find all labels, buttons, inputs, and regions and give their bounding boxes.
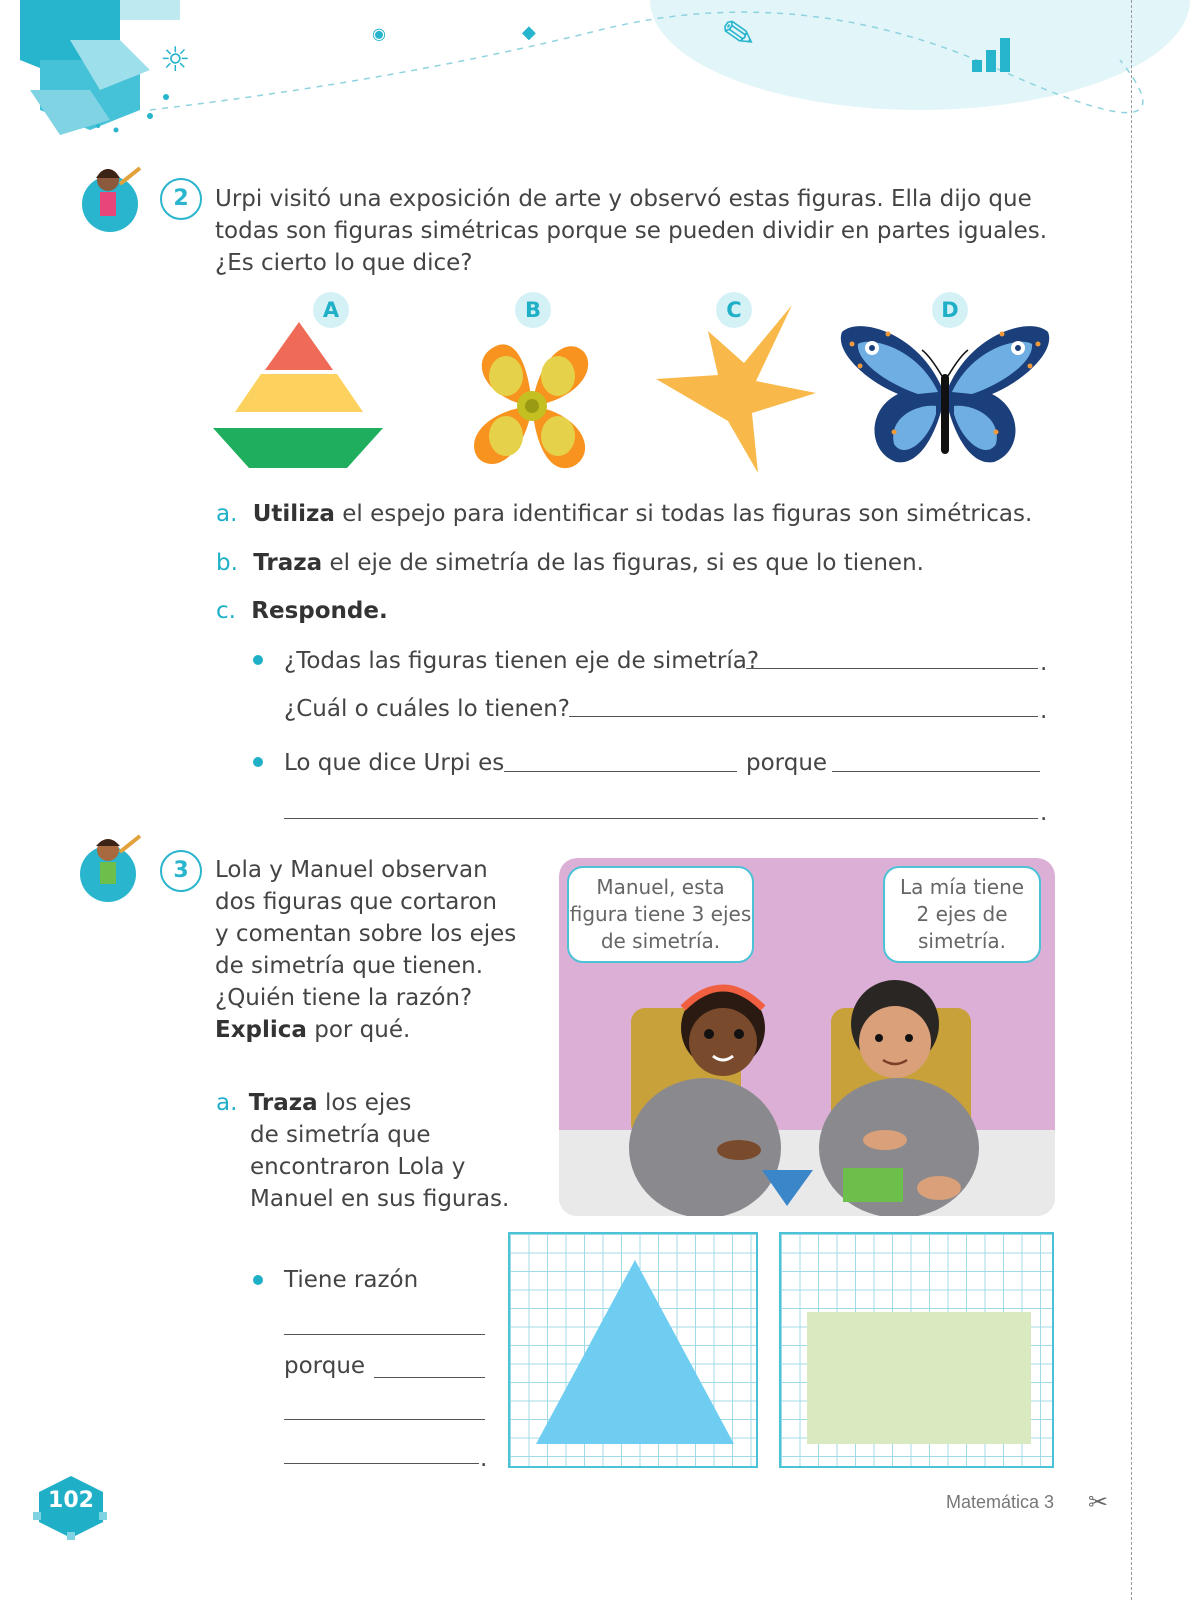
explica-text: por qué. <box>306 1017 411 1043</box>
prompt-line: de simetría que tienen. <box>215 953 484 979</box>
figure-a-pyramid <box>213 322 383 472</box>
item-text: Manuel en sus figuras. <box>250 1186 510 1212</box>
rectangle-shape <box>781 1234 1054 1468</box>
boy-avatar <box>78 832 148 904</box>
answer-line[interactable] <box>746 668 1038 669</box>
period: . <box>1040 800 1048 826</box>
triangle-shape <box>510 1234 758 1468</box>
item-2c <box>216 595 388 627</box>
item-letter: c. <box>216 598 236 624</box>
bullet <box>253 1275 263 1285</box>
item-verb: Traza <box>248 1090 318 1116</box>
figure-c-star <box>656 303 818 475</box>
cut-line <box>1131 0 1132 1600</box>
item-text: el espejo para identificar si todas las figuras son simétricas. <box>334 501 1033 527</box>
period: . <box>1040 650 1048 676</box>
bubble-line: La mía tiene <box>899 875 1025 899</box>
prompt-line: ¿Es cierto lo que dice? <box>215 250 473 276</box>
period: . <box>480 1446 488 1472</box>
prompt-line: dos figuras que cortaron <box>215 889 497 915</box>
speech-bubble-manuel <box>883 866 1041 963</box>
exercise-number-2: 2 <box>160 178 202 220</box>
figure-label-b: B <box>515 292 551 328</box>
bar-chart-icon <box>972 38 1018 72</box>
answer-line[interactable] <box>504 771 737 772</box>
prompt-line: todas son figuras simétricas porque se pueden dividir en partes iguales. <box>215 218 1048 244</box>
bubble-line: de simetría. <box>600 929 721 953</box>
question-urpi-says: Lo que dice Urpi es <box>284 750 505 776</box>
speech-bubble-lola <box>567 866 754 963</box>
grid-rectangle[interactable] <box>779 1232 1054 1468</box>
prompt-line: Lola y Manuel observan <box>215 857 488 883</box>
bullet <box>253 757 263 767</box>
item-2a <box>216 498 1032 530</box>
cube-icon: ◆ <box>522 22 536 43</box>
dot-icon: ◉ <box>372 24 386 43</box>
exercise-3-prompt <box>215 854 516 1046</box>
lightbulb-icon: ☼ <box>160 40 191 80</box>
answer-line[interactable] <box>284 818 1038 819</box>
item-letter: a. <box>216 1090 238 1116</box>
explica-verb: Explica <box>215 1017 307 1043</box>
figure-d-butterfly <box>838 322 1052 466</box>
item-letter: b. <box>216 550 238 576</box>
item-verb: Utiliza <box>252 501 335 527</box>
item-2b <box>216 547 924 579</box>
figure-label-a: A <box>313 292 349 328</box>
prompt-line: ¿Quién tiene la razón? <box>215 985 473 1011</box>
prompt-line: y comentan sobre los ejes <box>215 921 517 947</box>
item-verb: Traza <box>253 550 323 576</box>
answer-line[interactable] <box>569 716 1038 717</box>
bubble-line: 2 ejes de <box>916 902 1008 926</box>
bubble-line: simetría. <box>918 929 1006 953</box>
exercise-number-3: 3 <box>160 850 202 892</box>
grid-triangle[interactable] <box>508 1232 758 1468</box>
exercise-2-prompt <box>215 183 1047 279</box>
question-which-have-axis: ¿Cuál o cuáles lo tienen? <box>284 696 571 722</box>
answer-line[interactable] <box>284 1463 479 1464</box>
bubble-line: Manuel, esta <box>596 875 725 899</box>
answer-line[interactable] <box>284 1419 485 1420</box>
figure-label-c: C <box>716 292 752 328</box>
porque-label: porque <box>284 1353 366 1379</box>
answer-line[interactable] <box>374 1377 485 1378</box>
book-title: Matemática 3 <box>945 1492 1054 1512</box>
prompt-line: Urpi visitó una exposición de arte y observó estas figuras. Ella dijo que <box>215 186 1032 212</box>
item-3a <box>216 1087 509 1215</box>
item-verb: Responde. <box>251 598 388 624</box>
tiene-razon-label: Tiene razón <box>284 1267 419 1293</box>
porque-label: porque <box>746 750 828 776</box>
scissors-icon: ✂ <box>1088 1488 1109 1516</box>
answer-line[interactable] <box>284 1334 485 1335</box>
page-number: 102 <box>48 1488 94 1513</box>
item-text: encontraron Lola y <box>250 1154 466 1180</box>
figure-label-d: D <box>932 292 968 328</box>
bullet <box>253 655 263 665</box>
item-text: el eje de simetría de las figuras, si es que lo tienen. <box>322 550 924 576</box>
question-all-have-axis: ¿Todas las figuras tienen eje de simetría? <box>284 648 760 674</box>
period: . <box>1040 698 1048 724</box>
urpi-avatar <box>80 162 150 234</box>
figure-b-flower <box>466 340 598 472</box>
pencil-icon: ✎ <box>718 9 760 61</box>
item-text: los ejes <box>317 1090 412 1116</box>
item-letter: a. <box>216 501 238 527</box>
item-text: de simetría que <box>250 1122 431 1148</box>
bubble-line: figura tiene 3 ejes <box>569 902 752 926</box>
answer-line[interactable] <box>832 771 1040 772</box>
